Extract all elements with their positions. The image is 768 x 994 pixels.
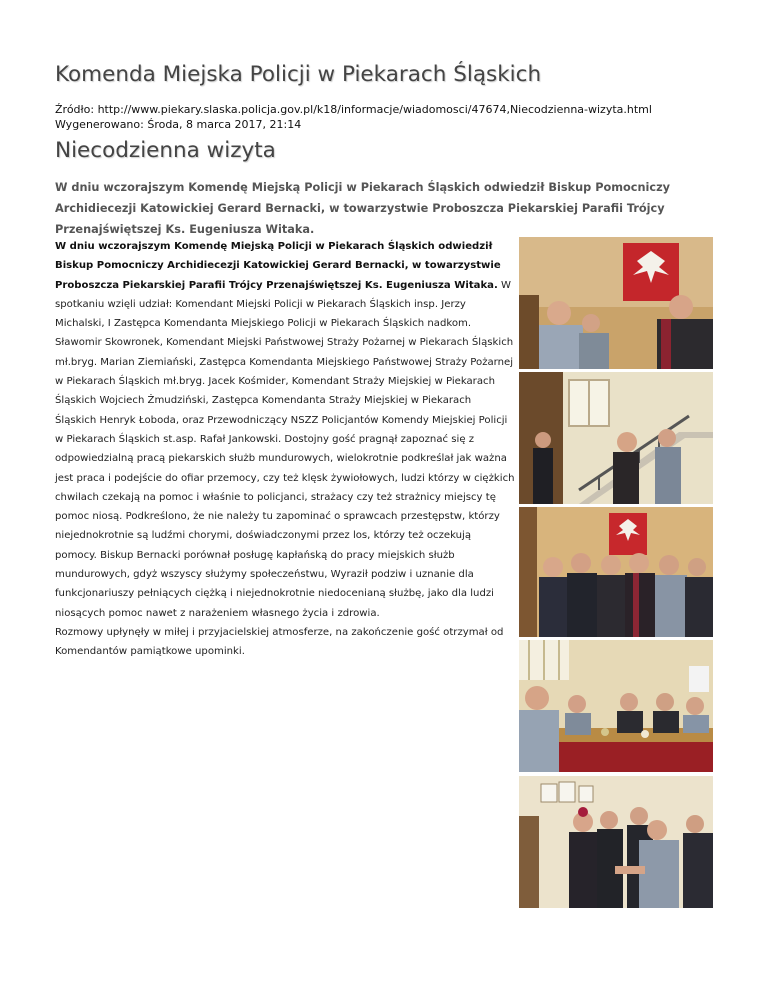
article-lead: W dniu wczorajszym Komendę Miejską Policji w Piekarach Śląskich odwiedził Biskup Pomocniczy Archidiecezji Katowickiej Gerard Bernacki, w towarzystwie Proboszcza Piekarskiej Parafii Trójcy Przenajświętszej Ks. Eugeniusza Witaka. [55, 181, 671, 236]
photo-handshake[interactable] [519, 776, 713, 908]
article-closing: Rozmowy upłynęły w miłej i przyjacielskiej atmosferze, na zakończenie gość otrzymał od Komendantów pamiątkowe upominki. [55, 626, 504, 658]
article-body-bold: W dniu wczorajszym Komendę Miejską Policji w Piekarach Śląskich odwiedził Biskup Pomocniczy Archidiecezji Katowickiej Gerard Bernacki, w towarzystwie Proboszcza Piekarskiej Parafii Trójcy Przenajświętszej Ks. Eugeniusza Witaka. [55, 241, 501, 291]
article-title: Niecodzienna wizyta [55, 138, 276, 163]
source-meta [55, 102, 652, 132]
source-url[interactable]: Źródło: http://www.piekary.slaska.policja.gov.pl/k18/informacje/wiadomosci/47674,Niecodzienna-wizyta.html [55, 103, 652, 116]
photo-group-portrait[interactable] [519, 507, 713, 637]
generated-date: Wygenerowano: Środa, 8 marca 2017, 21:14 [55, 118, 302, 131]
site-title: Komenda Miejska Policji w Piekarach Śląskich [55, 62, 542, 87]
photo-bishop-meeting[interactable] [519, 237, 713, 369]
article-body-text: W spotkaniu wzięli udział: Komendant Miejski Policji w Piekarach Śląskich insp. Jerzy Michalski, I Zastępca Komendanta Miejskiego Policji w Piekarach Śląskich nadkom. Sławomir Skowronek, Komendant Miejski Państwowej Straży Pożarnej w Piekarach Śląskich mł.bryg. Marian Ziemiański, Zastępca Komendanta Miejskiego Państwowej Straży Pożarnej w Piekarach Śląskich mł.bryg. Jacek Kośmider, Komendant Straży Miejskiej w Piekarach Śląskich Wojciech Żmudziński, Zastępca Komendanta Straży Miejskiej w Piekarach Śląskich Henryk Łoboda, oraz Przewodniczący NSZZ Policjantów Komendy Miejskiej Policji w Piekarach Śląskich st.asp. Rafał Jankowski. Dostojny gość pragnął zapoznać się z odpowiedzialną pracą piekarskich służb mundurowych, wielokrotnie podkreślał jak ważna jest praca i podejście do ofiar przemocy, czy też klęsk żywiołowych, ludzi którzy w ciężkich chwilach czekają na pomoc i właśnie to policjanci, strażacy czy też strażnicy miejscy tę pomoc niosą. Podkreślono, że nie należy tu zapominać o sprawcach przestępstw, którzy niejednokrotnie są ludźmi chorymi, doświadczonymi przez los, którzy też oczekują pomocy. Biskup Bernacki porównał posługę kapłańską do pracy miejskich służb mundurowych, gdyż wszyscy służymy społeczeństwu, Wyraził podziw i uznanie dla funkcjonariuszy pełniących ciężką i niejednokrotnie niedocenianą służbę, jako dla ludzi niosących pomoc nawet z narażeniem własnego życia i zdrowia. [55, 279, 515, 619]
photo-table-conversation[interactable] [519, 640, 713, 772]
photo-staircase[interactable] [519, 372, 713, 504]
article-body [55, 237, 515, 662]
